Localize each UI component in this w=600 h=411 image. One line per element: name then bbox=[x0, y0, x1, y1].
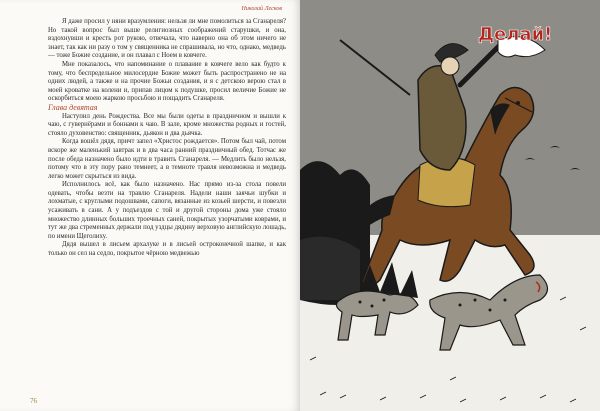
paragraph: Когда вошёл дядя, причт запел «Христос рождается». Потом был чай, потом вскоре же маленький завтрак и в два часа ранний праздничный обед. Тотчас же после обеда назначено было идти в травить Сганареля. — Медлить было нельзя, потому что в эту пору рано темнеет, а в темноте травля невозможна и медведь легко может скрыться из вида. bbox=[48, 138, 286, 180]
paragraph: Дядя вышел в лисьем архалуке и в лисьей остроконечной шапке, и как только он сел на седло, покрытое чёрною медвежью bbox=[48, 241, 286, 258]
illustration-artwork bbox=[300, 0, 600, 411]
hunting-illustration bbox=[300, 0, 600, 411]
illustration-title: Делай! bbox=[478, 24, 553, 45]
paragraph: Мне показалось, что напоминание о плавание в ковчеге вело как будто к тому, что беспредельное милосердие Божие может быть распространено не на одних людей, а также и на прочие Божьи создания, и я с детскою верою стал в моей кроватке на колени и, припав лицом к подушке, просил величие Божие не оскорбиться моею жаркою просьбою и пощадить Сганареля. bbox=[48, 60, 286, 103]
chapter-heading bbox=[48, 104, 286, 113]
page-body-text bbox=[48, 18, 286, 259]
paragraph: Исполнилось всё, как было назначено. Нас прямо из-за стола повели одевать, чтобы везти на травлю Сганареля. Надели наши заячьи шубки и лохматые, с круглыми подошвами, сапоги, вязанные из козьей шерсти, и повезли усаживать в сани. А у подъездов с той и другой стороны дома уже стояло множество длинных больших троечных саней, покрытых узорчатыми коврами, и тут же два стременных держали под уздцы дядину верховую английскую лошадь, по имени Щеголиху. bbox=[48, 181, 286, 240]
paragraph: Я даже просил у няни вразумления: нельзя ли мне помолиться за Сганареля? Но такой вопрос был выше религиозных соображений старушки, и она, вздохнувши и кресть рот рукою, отвечала, что наверно она об этом ничего не знает, так как ни разу о том у священника не спрашивала, но что, однако, медведь — тоже Божие создание, и он плавал с Ноем в ковчеге. bbox=[48, 18, 286, 60]
paragraph: Наступил день Рождества. Все мы были одеты в праздничном и вышли к чаю, с гувернёрами и боннами к чаю. В зале, кроме множества родных и гостей, стояло духовенство: священник, дьякон и два дьячка. bbox=[48, 112, 286, 137]
right-page bbox=[300, 0, 600, 411]
page-number: 76 bbox=[30, 397, 37, 405]
running-head: Николай Лесков bbox=[241, 6, 282, 12]
chapter-number: девятая bbox=[69, 102, 98, 112]
chapter-label: Глава bbox=[48, 102, 68, 112]
